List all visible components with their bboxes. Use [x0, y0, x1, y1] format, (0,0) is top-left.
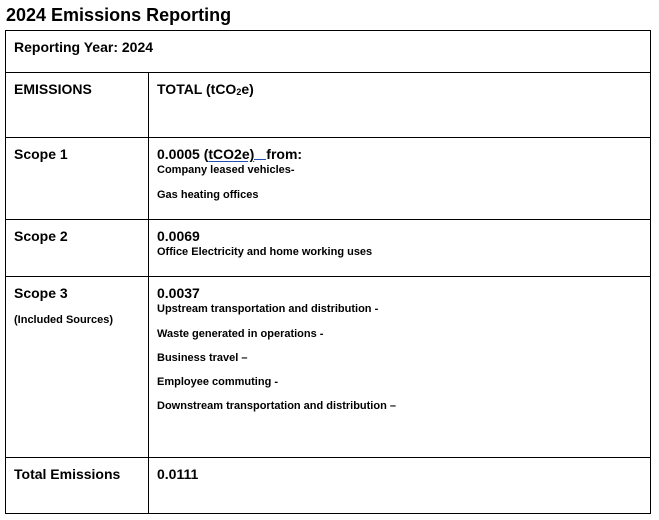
header-total-suffix: e): [241, 81, 254, 97]
scope3-source: Employee commuting -: [157, 376, 279, 388]
header-total-subscript: 2: [236, 87, 242, 97]
scope2-source: Office Electricity and home working uses: [157, 246, 373, 258]
reporting-year: Reporting Year: 2024: [14, 39, 154, 55]
scope1-source: Company leased vehicles-: [157, 164, 295, 176]
scope3-sublabel: (Included Sources): [14, 314, 114, 326]
scope3-value: 0.0037: [157, 285, 200, 301]
row-divider: [6, 219, 650, 220]
scope3-source: Business travel –: [157, 352, 248, 364]
scope1-source: Gas heating offices: [157, 189, 259, 201]
scope1-label: Scope 1: [14, 146, 68, 162]
scope2-label: Scope 2: [14, 228, 68, 244]
emissions-table: [5, 30, 651, 514]
scope1-value-suffix: from:: [266, 146, 303, 162]
scope1-unit: tCO2e): [208, 146, 255, 162]
header-emissions: EMISSIONS: [14, 81, 92, 97]
document-title: 2024 Emissions Reporting: [6, 5, 232, 25]
scope3-source: Upstream transportation and distribution -: [157, 303, 379, 315]
scope3-source: Downstream transportation and distribution –: [157, 400, 396, 412]
header-total-prefix: TOTAL (tCO: [157, 81, 237, 97]
scope1-value: [157, 146, 302, 163]
total-value: 0.0111: [157, 466, 199, 482]
row-divider: [6, 457, 650, 458]
column-divider: [148, 72, 149, 513]
row-divider: [6, 276, 650, 277]
scope3-label: Scope 3: [14, 285, 68, 301]
row-divider: [6, 137, 650, 138]
scope1-value-prefix: 0.0005 (: [157, 146, 209, 162]
row-divider: [6, 72, 650, 73]
header-total: [157, 81, 254, 98]
scope3-source: Waste generated in operations -: [157, 328, 324, 340]
underline-gap: [254, 147, 266, 160]
scope2-value: 0.0069: [157, 228, 200, 244]
total-label: Total Emissions: [14, 466, 121, 482]
